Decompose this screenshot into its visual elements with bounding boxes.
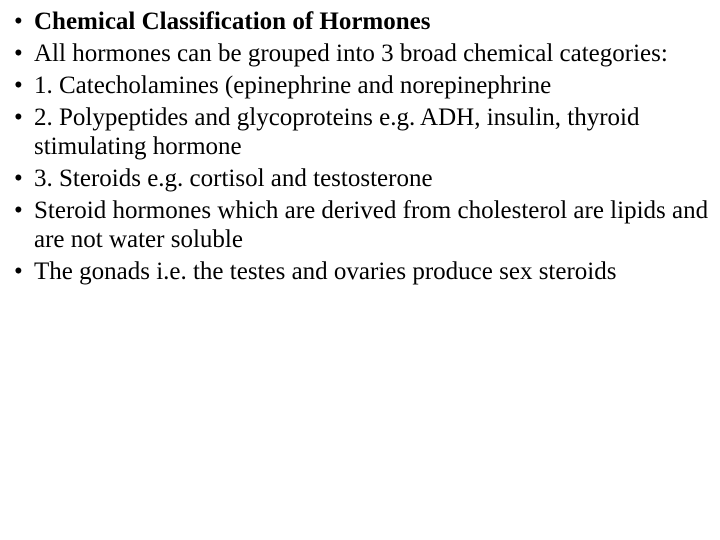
bullet-item	[12, 164, 712, 194]
bullet-text: Steroid hormones which are derived from cholesterol are lipids and are not water soluble	[34, 196, 709, 254]
bullet-list	[12, 7, 712, 289]
bullet-text: All hormones can be grouped into 3 broad chemical categories:	[34, 39, 668, 67]
bullet-item	[12, 71, 712, 101]
bullet-icon: •	[14, 103, 23, 131]
bullet-text: 2. Polypeptides and glycoproteins e.g. ADH, insulin, thyroid stimulating hormone	[34, 103, 640, 161]
bullet-icon: •	[14, 196, 23, 224]
bullet-item	[12, 103, 712, 162]
bullet-item	[12, 39, 712, 69]
bullet-item	[12, 196, 712, 255]
bullet-icon: •	[14, 8, 23, 35]
bullet-text: 1. Catecholamines (epinephrine and norepinephrine	[34, 71, 552, 99]
bullet-icon: •	[14, 165, 23, 193]
bullet-item-title	[12, 7, 712, 37]
bullet-icon: •	[14, 71, 23, 99]
bullet-icon: •	[14, 258, 23, 286]
bullet-text: 3. Steroids e.g. cortisol and testosterone	[34, 165, 433, 193]
bullet-icon: •	[14, 39, 23, 67]
bullet-item	[12, 257, 712, 287]
bullet-text: The gonads i.e. the testes and ovaries produce sex steroids	[34, 258, 617, 286]
bullet-text: Chemical Classification of Hormones	[34, 8, 431, 35]
